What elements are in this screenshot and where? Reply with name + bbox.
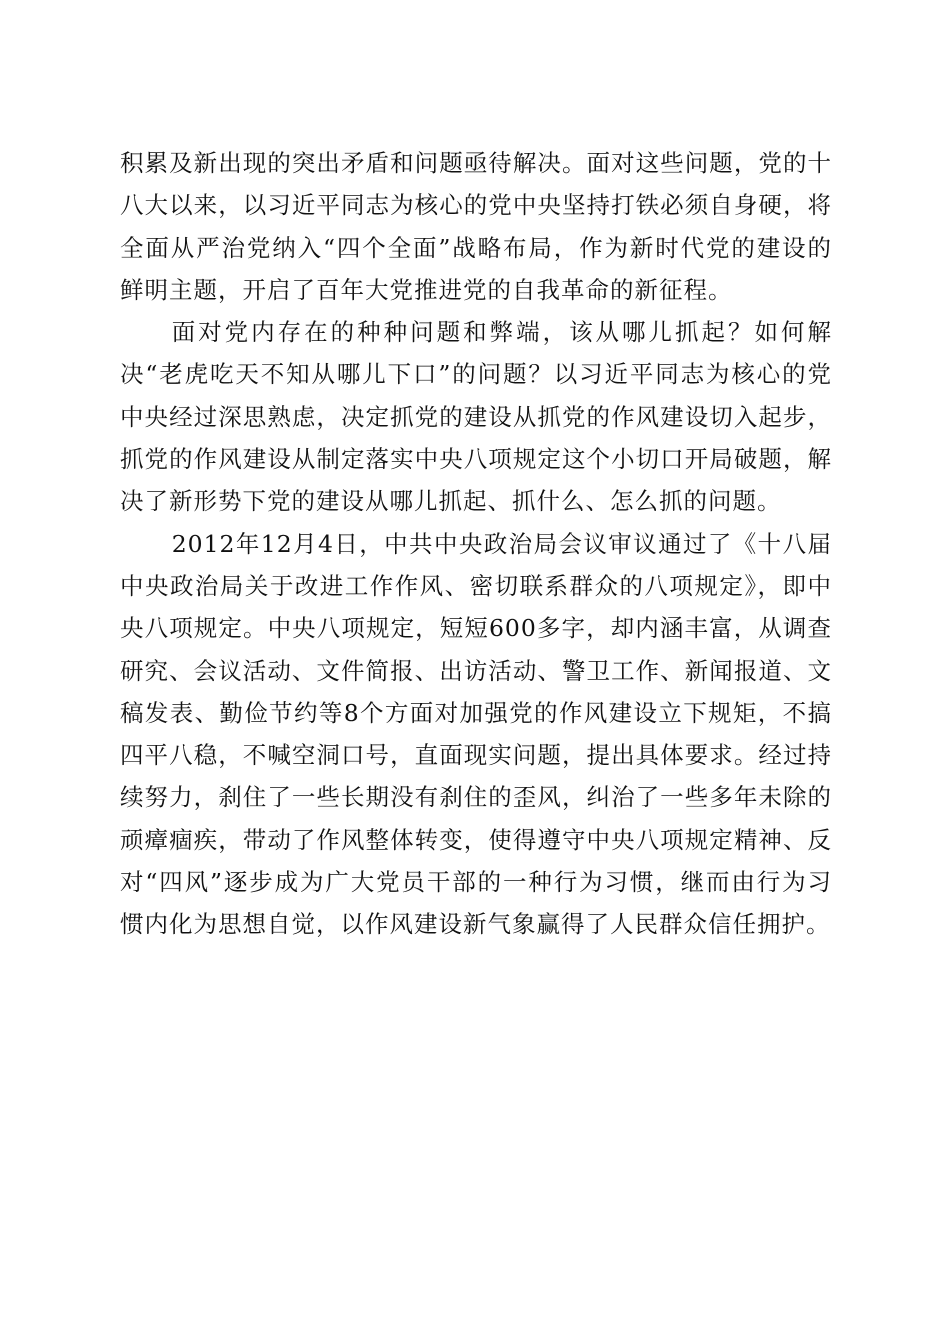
document-body bbox=[120, 142, 832, 946]
paragraph-2: 面对党内存在的种种问题和弊端，该从哪儿抓起？如何解决“老虎吃天不知从哪儿下口”的问题？以习近平同志为核心的党中央经过深思熟虑，决定抓党的建设从抓党的作风建设切入起步，抓党的作风建设从制定落实中央八项规定这个小切口开局破题，解决了新形势下党的建设从哪儿抓起、抓什么、怎么抓的问题。 bbox=[120, 318, 832, 516]
paragraph-1: 积累及新出现的突出矛盾和问题亟待解决。面对这些问题，党的十八大以来，以习近平同志为核心的党中央坚持打铁必须自身硬，将全面从严治党纳入“四个全面”战略布局，作为新时代党的建设的鲜明主题，开启了百年大党推进党的自我革命的新征程。 bbox=[120, 149, 832, 304]
paragraph-3: 2012年12月4日，中共中央政治局会议审议通过了《十八届中央政治局关于改进工作作风、密切联系群众的八项规定》，即中央八项规定。中央八项规定，短短600多字，却内涵丰富，从调查研究、会议活动、文件简报、出访活动、警卫工作、新闻报道、文稿发表、勤俭节约等8个方面对加强党的作风建设立下规矩，不搞四平八稳，不喊空洞口号，直面现实问题，提出具体要求。经过持续努力，刹住了一些长期没有刹住的歪风，纠治了一些多年未除的顽瘴痼疾，带动了作风整体转变，使得遵守中央八项规定精神、反对“四风”逐步成为广大党员干部的一种行为习惯，继而由行为习惯内化为思想自觉，以作风建设新气象赢得了人民群众信任拥护。 bbox=[120, 529, 832, 939]
